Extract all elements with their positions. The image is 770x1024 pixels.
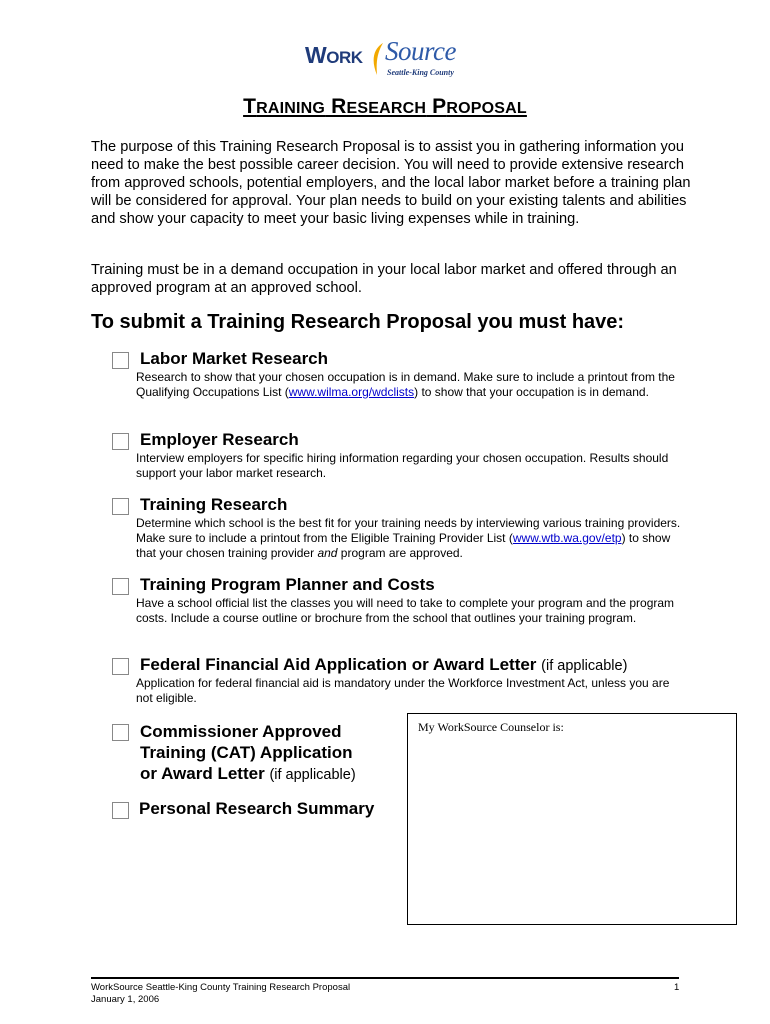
checkbox-financial-aid[interactable] (112, 658, 129, 675)
if-applicable-note: (if applicable) (541, 658, 628, 674)
logo-source-text: Source (385, 36, 456, 66)
logo-work-text: WORK (305, 42, 363, 68)
wdclists-link[interactable]: www.wilma.org/wdclists (288, 385, 415, 399)
item-title: Personal Research Summary (139, 799, 375, 818)
item-description: Have a school official list the classes you will need to take to complete your program and the program costs. Include a course outline or brochure from the school that outlines your training program. (136, 596, 675, 625)
worksource-logo (305, 38, 467, 80)
requirements-heading: To submit a Training Research Proposal you must have: (91, 311, 625, 333)
etp-link[interactable]: www.wtb.wa.gov/etp (512, 531, 622, 545)
checkbox-planner[interactable] (112, 578, 129, 595)
item-title: Federal Financial Aid Application or Award Letter (if applicable) (140, 655, 628, 674)
page-number: 1 (674, 982, 680, 993)
footer-doc-title: WorkSource Seattle-King County Training Research Proposal (91, 982, 351, 993)
item-title: Training Program Planner and Costs (140, 575, 435, 594)
logo-county-text: Seattle-King County (387, 68, 454, 77)
item-title: Training Research (140, 495, 288, 514)
checkbox-labor-market[interactable] (112, 352, 129, 369)
intro-paragraph-demand: Training must be in a demand occupation in your local labor market and offered through an approved program at an approved school. (91, 262, 677, 296)
item-description: Determine which school is the best fit for your training needs by interviewing various training providers. Make sure to include a printout from the Eligible Training Provider List (www.wtb.wa.gov/etp) to show that your chosen training provider and program are approved. (136, 516, 681, 560)
item-title: Employer Research (140, 430, 299, 449)
item-title: Labor Market Research (140, 349, 329, 368)
checkbox-employer[interactable] (112, 433, 129, 450)
item-description: Application for federal financial aid is mandatory under the Workforce Investment Act, unless you are not eligible. (136, 676, 670, 705)
checkbox-summary[interactable] (112, 802, 129, 819)
counselor-box[interactable] (407, 713, 737, 925)
intro-paragraph-purpose: The purpose of this Training Research Proposal is to assist you in gathering information you need to make the best possible career decision. You will need to provide extensive research from approved schools, potential employers, and the local labor market before a training plan will be considered for approval. Your plan needs to build on your existing talents and abilities and show your capacity to meet your basic living expenses while in training. (91, 139, 691, 227)
item-title: Commissioner Approved Training (CAT) Application or Award Letter (if applicable) (140, 722, 356, 783)
item-description: Interview employers for specific hiring information regarding your chosen occupation. Results should support your labor market research. (136, 451, 669, 480)
footer-divider (91, 977, 679, 979)
checkbox-cat[interactable] (112, 724, 129, 741)
footer-date: January 1, 2006 (91, 994, 160, 1005)
if-applicable-note: (if applicable) (269, 767, 356, 783)
footer-doc-info (91, 982, 350, 1006)
counselor-label: My WorkSource Counselor is: (418, 720, 564, 734)
page-title: TRAINING RESEARCH PROPOSAL (243, 95, 527, 118)
checkbox-training[interactable] (112, 498, 129, 515)
item-description: Research to show that your chosen occupation is in demand. Make sure to include a printout from the Qualifying Occupations List (www.wilma.org/wdclists) to show that your occupation is in demand. (136, 370, 675, 399)
